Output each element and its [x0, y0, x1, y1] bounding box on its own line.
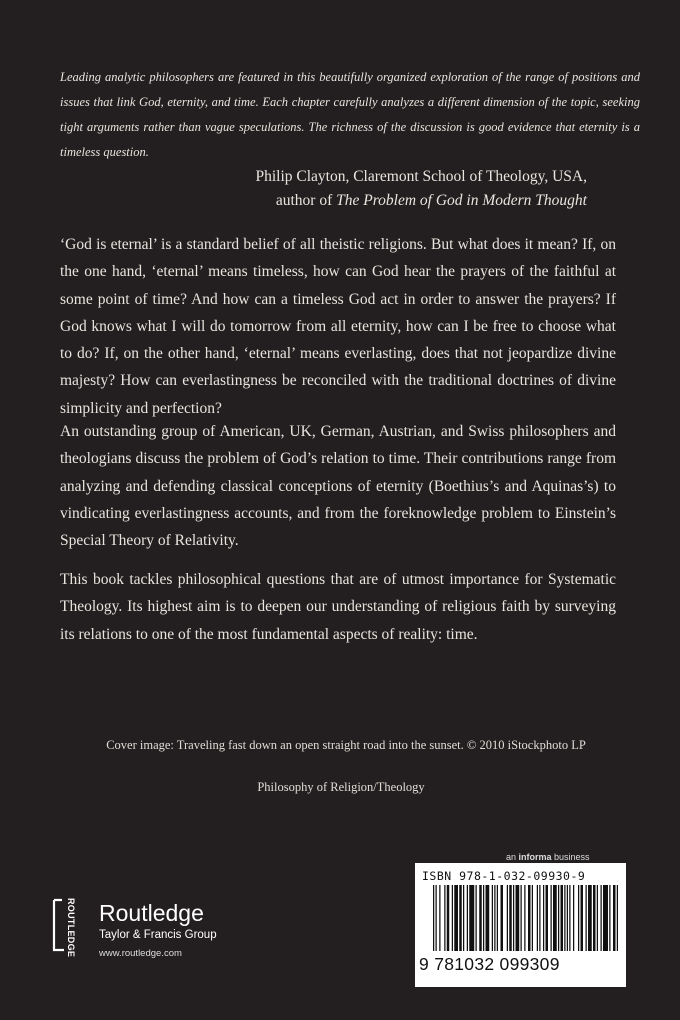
barcode-bar — [509, 885, 512, 951]
barcode-bar — [553, 885, 557, 951]
publisher-group: Taylor & Francis Group — [99, 929, 217, 941]
barcode-bar — [501, 885, 504, 951]
endorser-book-title: The Problem of God in Modern Thought — [336, 192, 587, 209]
barcode-bar — [492, 885, 493, 951]
barcode-bar — [601, 885, 602, 951]
description-paragraph-1: ‘God is eternal’ is a standard belief of all theistic religions. But what does it mean? If, on the one hand, ‘eternal’ means timeless, how can God hear the prayers of the faithful at some point of time? And how can a timeless God act in order to answer the prayers? If God knows what I will do tomorrow from all eternity, how can I be free to choose what to do? If, on the other hand, ‘eternal’ means everlasting, does that not jeopardize divine majesty? How can everlastingness be reconciled with the traditional doctrines of divine simplicity and perfection? — [60, 236, 616, 417]
barcode-bar — [452, 885, 453, 951]
barcode-bar — [588, 885, 592, 951]
barcode-bar — [613, 885, 616, 951]
barcode-digits: 9 781032 099309 — [419, 954, 560, 974]
author-of-label: author of — [275, 192, 337, 209]
barcode-bar — [497, 885, 498, 951]
barcode-bar — [578, 885, 579, 951]
barcode-bar — [447, 885, 450, 951]
barcode-bar — [593, 885, 596, 951]
isbn-barcode — [415, 863, 626, 987]
barcode-bar — [609, 885, 610, 951]
informa-prefix: an — [506, 852, 519, 862]
barcode-bar — [521, 885, 522, 951]
barcode-bar — [494, 885, 495, 951]
barcode-bar — [558, 885, 559, 951]
description-paragraph-3: This book tackles philosophical questions that are of utmost importance for Systematic Theology. Its highest aim is to deepen our understanding of religious faith by surveying its relations to one of the most fundamental aspects of reality: time. — [60, 571, 616, 643]
cover-image-credit: Cover image: Traveling fast down an open straight road into the sunset. © 2010 iStockphoto LP — [106, 738, 586, 752]
endorsement-quote: Leading analytic philosophers are featured in this beautifully organized exploration of the range of positions and issues that link God, eternity, and time. Each chapter carefully analyzes a different dimension of the topic, seeking tight arguments rather than vague speculations. The richness of the discussion is good evidence that eternity is a timeless question. — [60, 70, 640, 159]
publisher-url: www.routledge.com — [99, 948, 182, 959]
barcode-bar — [597, 885, 598, 951]
barcode-bar — [528, 885, 531, 951]
barcode-bar — [479, 885, 482, 951]
barcode-bar — [539, 885, 540, 951]
informa-brand: informa — [518, 852, 552, 862]
barcode-bar — [469, 885, 474, 951]
barcode-bar — [483, 885, 484, 951]
barcode-bar — [537, 885, 538, 951]
barcode-bar — [439, 885, 440, 951]
endorser-credential — [255, 189, 587, 213]
barcode-bar — [551, 885, 552, 951]
endorsement-attribution — [255, 165, 587, 213]
barcode-bar — [561, 885, 564, 951]
barcode-bar — [436, 885, 437, 951]
barcode-bar — [476, 885, 477, 951]
subject-category: Philosophy of Religion/Theology — [257, 780, 425, 794]
barcode-bar — [581, 885, 584, 951]
barcode-bar — [569, 885, 570, 951]
barcode-bar — [543, 885, 544, 951]
routledge-vertical-wordmark: ROUTLEDGE — [66, 898, 76, 958]
barcode-bar — [463, 885, 464, 951]
barcode-bar — [617, 885, 618, 951]
description-paragraph-2: An outstanding group of American, UK, German, Austrian, and Swiss philosophers and theologians discuss the problem of God’s relation to time. Their contributions range from analyzing and defending classical conceptions of eternity (Boethius’s and Aquinas’s) to vindicating everlastingness accounts, and from the foreknowledge problem to Einstein’s Special Theory of Relativity. — [60, 423, 616, 550]
barcode-bar — [467, 885, 468, 951]
barcode-bar — [454, 885, 458, 951]
barcode-bar — [513, 885, 514, 951]
barcode-bar — [516, 885, 520, 951]
barcode-bar — [564, 885, 565, 951]
barcode-bar — [486, 885, 490, 951]
barcode-bar — [524, 885, 525, 951]
barcode-bars — [433, 885, 619, 951]
barcode-bar — [507, 885, 508, 951]
barcode-bar — [433, 885, 434, 951]
informa-suffix: business — [551, 852, 590, 862]
barcode-bar — [459, 885, 462, 951]
publisher-name: Routledge — [99, 900, 204, 926]
barcode-bar — [444, 885, 445, 951]
barcode-bar — [573, 885, 574, 951]
isbn-label: ISBN 978-1-032-09930-9 — [422, 869, 586, 883]
barcode-bar — [603, 885, 608, 951]
barcode-bar — [586, 885, 587, 951]
informa-business-tag — [506, 852, 590, 862]
barcode-bar — [567, 885, 568, 951]
barcode-bar — [546, 885, 549, 951]
endorser-name: Philip Clayton, Claremont School of Theology, USA, — [255, 168, 587, 185]
barcode-bar — [532, 885, 533, 951]
